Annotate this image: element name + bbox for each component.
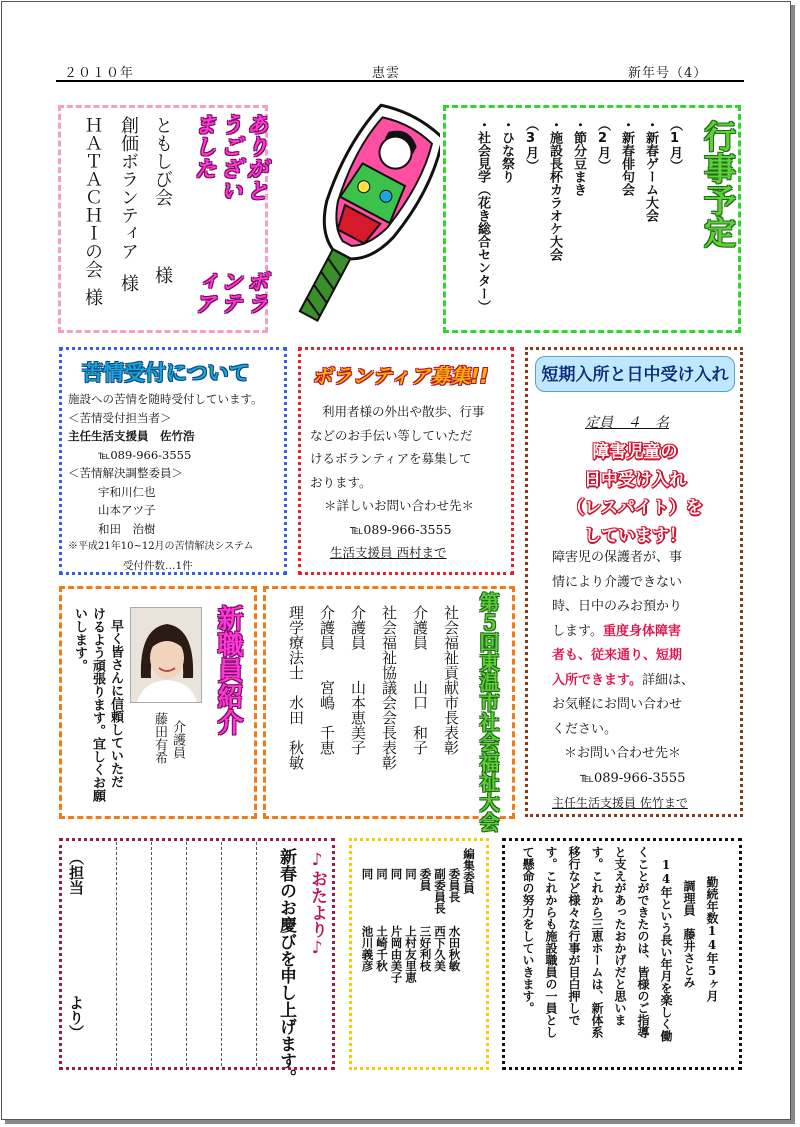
longservice-body (516, 846, 723, 1062)
longservice-line-4: くことができたのは、皆様のご指導 (636, 846, 650, 1038)
events-line-5: ・節分豆まき (571, 118, 586, 196)
otayori-rule-3 (186, 842, 187, 1066)
events-line-2: ・新春ゲーム大会 (643, 118, 658, 222)
shortstay-body-4a: します。 (552, 623, 603, 639)
longservice-line-2: 調理員 藤井さとみ (682, 880, 696, 988)
events-line-6: ・施設長杯カラオケ大会 (547, 118, 562, 261)
shortstay-title-text: 短期入所と日中受け入れ (541, 365, 729, 385)
longservice-line-1: 勤続年数14年5ヶ月 (705, 876, 719, 1002)
longservice-line-9: て懸命の努力をしていきます。 (521, 846, 535, 1014)
complaints-line-6: 宇和川仁也 (98, 484, 156, 499)
shortstay-body-2: 情により介護できない (552, 574, 683, 590)
volunteer-line-6: ℡089-966-3555 (350, 521, 452, 537)
longservice-line-8: す。これからも施設職員の一員とし (544, 846, 558, 1038)
shortstay-banner-3: （レスパイト）を (567, 498, 703, 518)
volunteer-line-7: 生活支援員 西村まで (330, 545, 447, 560)
complaints-title: 苦情受付について (82, 361, 250, 385)
header-year: ２０１０年 (64, 66, 135, 81)
otayori-rule-5 (256, 842, 257, 1066)
thanks-group-2-name: 創価ボランティア (118, 116, 139, 260)
shortstay-title (535, 356, 735, 392)
editors-list (360, 848, 476, 1058)
shortstay-banner-1: 障害児童の (592, 442, 678, 462)
events-line-8: ・ひな祭り (499, 118, 514, 183)
volunteer-line-3: けるボランティアを募集して (310, 451, 472, 466)
shortstay-tail-2: お気軽にお問い合わせ (552, 697, 683, 712)
events-line-7: （3月） (523, 118, 538, 172)
shortstay-person: 主任生活支援員 佐竹まで (552, 796, 688, 810)
events-line-1: （1月） (667, 118, 682, 172)
complaints-body (68, 390, 283, 575)
editors-line-4: 委員 三好利枝 (418, 868, 433, 972)
welfare-title: 第５回東温市社会福祉大会 (476, 592, 500, 832)
volunteer-line-4: おります。 (310, 474, 372, 490)
longservice-line-5: と支えがあったおかげだと思いま (613, 846, 627, 1026)
header-rule (56, 80, 744, 82)
thanks-group-2 (117, 116, 139, 326)
complaints-line-8: 和田 治樹 (98, 521, 156, 536)
header-issue: 新年号（4） (628, 66, 708, 81)
shortstay-body-1: 障害児の保護者が、事 (552, 550, 683, 565)
shortstay-phone: ℡089-966-3555 (580, 770, 686, 786)
volunteer-line-2: などのお手伝い等していただ (310, 427, 473, 443)
newstaff-message-3: いします。 (72, 607, 87, 672)
thanks-group-3 (81, 116, 103, 326)
shortstay-tail-1: 詳細は、 (641, 672, 694, 688)
complaints-line-3: 主任生活支援員 佐竹浩 (68, 429, 195, 443)
shortstay-capacity: 定員 ４ 名 (585, 415, 669, 431)
thanks-title-line-2: ありがとうございました (191, 113, 268, 201)
editors-line-8: 同 池川義彦 (360, 868, 375, 972)
newstaff-portrait-icon (131, 608, 202, 703)
welfare-line-6: 理学療法士 水田 秋敏 (287, 605, 305, 770)
shortstay-red-3: 入所できます。 (552, 672, 642, 688)
otayori-lines (88, 842, 268, 1066)
longservice-line-6: す。これから三恵ホームは、新体系 (590, 846, 604, 1038)
otayori-from-label: （担当 (67, 850, 85, 895)
newstaff-photo (130, 607, 202, 703)
shortstay-red-1: 重度身体障害 (602, 623, 681, 639)
complaints-line-4: ℡089-966-3555 (98, 447, 192, 462)
volunteer-body (310, 400, 515, 565)
welfare-line-2: 介護員 山口 和子 (411, 605, 429, 755)
shortstay-red-2: 者も、従来通り、短期 (552, 648, 683, 663)
shortstay-contact-label: ＊お問い合わせ先＊ (564, 746, 682, 761)
editors-line-6: 同 片岡由美子 (389, 868, 404, 983)
header-title: 恵雲 (372, 66, 401, 81)
newstaff-name: 藤田有希 (152, 712, 167, 764)
editors-line-3: 副委員長 西下久美 (433, 868, 447, 972)
complaints-line-1: 施設への苦情を随時受付しています。 (68, 392, 263, 406)
welfare-line-3: 社会福祉協議会会長表彰 (380, 605, 398, 770)
otayori-from (66, 850, 87, 1060)
events-line-4: （2月） (595, 118, 610, 172)
editors-line-1: 編集委員 (462, 848, 476, 894)
volunteer-line-5: ＊詳しいお問い合わせ先＊ (324, 498, 475, 513)
shortstay-body-6 (552, 669, 742, 694)
newstaff-message (70, 607, 124, 812)
thanks-group-1-name: ともしび会 (152, 116, 173, 206)
thanks-honorific-1: 様 (152, 266, 173, 284)
welfare-line-4: 介護員 山本恵美子 (349, 605, 367, 755)
shortstay-body-3: 時、日中のみお預かり (552, 599, 683, 614)
complaints-line-2: ＜苦情受付担当者＞ (68, 410, 172, 425)
complaints-line-9: ※平成21年10~12月の苦情解決システム (68, 541, 254, 552)
otayori-greeting: 新春のお慶びを申し上げます。 (276, 848, 296, 1086)
shortstay-banner-2: 日中受け入れ (584, 470, 686, 490)
newstaff-message-1: 早く皆さんに信頼していただ (108, 619, 123, 788)
welfare-list (280, 605, 466, 810)
newstaff-message-2: けるよう頑張ります。宜しくお願 (90, 607, 105, 802)
events-title: 行事予定 (699, 120, 737, 248)
longservice-line-3: 14年という長い年月を楽しく働 (659, 858, 673, 1042)
hagoita-illustration (275, 100, 440, 340)
thanks-group-3-name: ＨＡＴＡＣＨＩの会 (82, 116, 103, 278)
editors-line-7: 同 土崎千秋 (375, 868, 389, 972)
thanks-honorific-3: 様 (82, 288, 103, 306)
otayori-rule-4 (221, 842, 222, 1066)
longservice-line-7: 移行など様々な行事が目白押しで (567, 846, 581, 1026)
editors-line-2: 委員長 水田秋敏 (447, 868, 462, 972)
events-list (470, 118, 686, 323)
events-line-3: ・新春俳句会 (619, 118, 634, 196)
otayori-title: ♪おたより♪ (307, 850, 327, 958)
otayori-rule-1 (116, 842, 117, 1066)
volunteer-line-1: 利用者様の外出や散歩、行事 (322, 404, 485, 419)
volunteer-title: ボランティア募集!! (312, 364, 489, 388)
complaints-line-10: 受付件数…1件 (123, 559, 193, 572)
newstaff-role (150, 712, 186, 764)
welfare-line-1: 社会福祉貢献市長表彰 (442, 605, 460, 755)
thanks-title-line-1: ボランティア (191, 269, 268, 314)
thanks-honorific-2: 様 (118, 274, 139, 292)
thanks-group-1 (151, 116, 173, 326)
shortstay-banner (530, 438, 740, 550)
shortstay-banner-4: しています！ (584, 526, 686, 546)
otayori-rule-2 (151, 842, 152, 1066)
complaints-line-5: ＜苦情解決調整委員＞ (68, 466, 183, 480)
shortstay-tail-3: ください。 (552, 721, 618, 737)
otayori-from-suffix: より） (67, 995, 85, 1040)
shortstay-body-4 (552, 620, 742, 645)
shortstay-body (552, 546, 742, 816)
thanks-title (190, 113, 268, 328)
complaints-line-7: 山本アツ子 (98, 503, 156, 517)
editors-line-5: 同 上村友里恵 (404, 868, 418, 983)
newstaff-title: 新職員紹介 (213, 605, 243, 735)
newstaff-role-label: 介護員 (170, 720, 185, 759)
events-line-9: ・社会見学（花き総合センター） (475, 118, 490, 313)
welfare-line-5: 介護員 宮嶋 千恵 (318, 605, 336, 755)
